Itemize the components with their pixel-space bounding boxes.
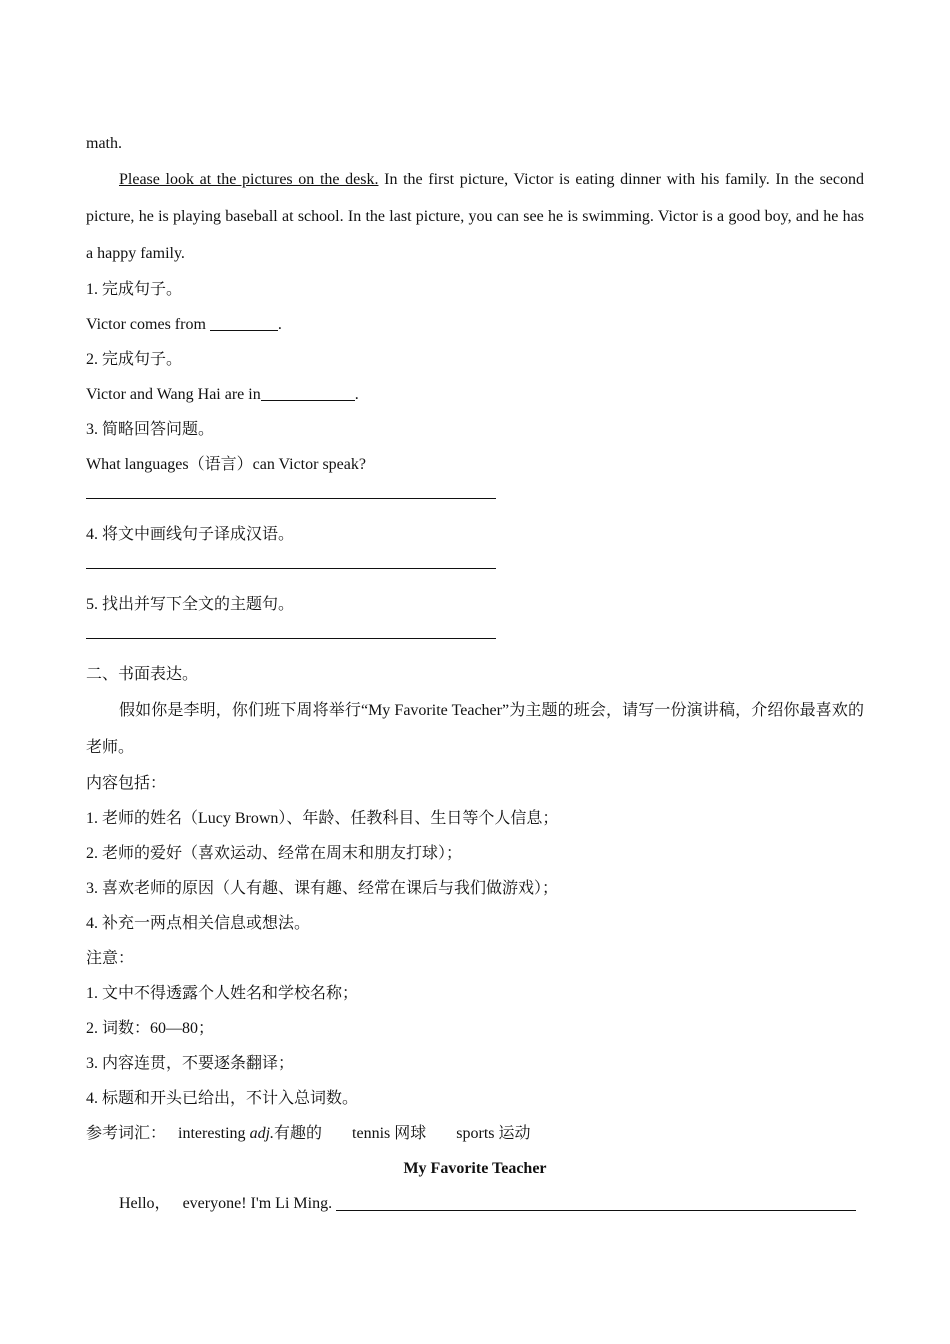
question-3-prompt: What languages（语言）can Victor speak? <box>86 456 366 473</box>
passage-paragraph <box>86 161 864 272</box>
content-item: 4. 补充一两点相关信息或想法。 <box>86 915 311 932</box>
vocab-line <box>86 1116 864 1151</box>
note-item: 2. 词数：60—80； <box>86 1020 215 1037</box>
passage-continuation: math. <box>86 135 122 152</box>
writing-intro: 假如你是李明，你们班下周将举行“My Favorite Teacher”为主题的班会，请写一份演讲稿，介绍你最喜欢的老师。 <box>86 702 864 756</box>
passage-rest: In the first picture, Victor is eating dinner with his family. In the second picture, he is playing baseball at school. In the last picture, you can see he is swimming. Victor is a good boy, and he has a happy family. <box>86 171 865 262</box>
essay-title: My Favorite Teacher <box>403 1160 547 1177</box>
question-1-label: 1. 完成句子。 <box>86 281 183 298</box>
notes-label: 注意： <box>86 950 135 967</box>
vocab-meaning: 运动 <box>498 1125 531 1142</box>
question-5-label: 5. 找出并写下全文的主题句。 <box>86 596 295 613</box>
essay-start: Hello， everyone! I'm Li Ming. <box>86 1186 864 1221</box>
document-page <box>86 126 864 1221</box>
answer-line-3[interactable] <box>86 482 864 517</box>
content-label: 内容包括： <box>86 775 167 792</box>
vocab-word: interesting <box>178 1125 250 1142</box>
content-item: 3. 喜欢老师的原因（人有趣、课有趣、经常在课后与我们做游戏）； <box>86 880 559 897</box>
underlined-sentence: Please look at the pictures on the desk. <box>119 171 379 188</box>
vocab-label: 参考词汇： <box>86 1125 167 1142</box>
content-item: 2. 老师的爱好（喜欢运动、经常在周末和朋友打球）； <box>86 845 463 862</box>
question-2-label: 2. 完成句子。 <box>86 351 183 368</box>
note-item: 3. 内容连贯，不要逐条翻译； <box>86 1055 295 1072</box>
content-item: 1. 老师的姓名（Lucy Brown）、年龄、任教科目、生日等个人信息； <box>86 810 559 827</box>
blank-1[interactable] <box>210 316 278 331</box>
question-2-prompt: Victor and Wang Hai are in . <box>86 386 359 403</box>
vocab-meaning: 网球 <box>394 1125 427 1142</box>
vocab-meaning: 有趣的 <box>274 1125 323 1142</box>
question-3-label: 3. 简略回答问题。 <box>86 421 215 438</box>
vocab-word: sports <box>456 1125 499 1142</box>
note-item: 1. 文中不得透露个人姓名和学校名称； <box>86 985 359 1002</box>
question-4-label: 4. 将文中画线句子译成汉语。 <box>86 526 295 543</box>
answer-line-5[interactable] <box>86 622 864 657</box>
question-1-prompt: Victor comes from . <box>86 316 282 333</box>
answer-line-4[interactable] <box>86 552 864 587</box>
blank-2[interactable] <box>261 386 355 401</box>
vocab-word: tennis <box>352 1125 395 1142</box>
writing-section-title: 二、书面表达。 <box>86 666 199 683</box>
note-item: 4. 标题和开头已给出，不计入总词数。 <box>86 1090 359 1107</box>
essay-answer-line[interactable] <box>336 1192 856 1211</box>
vocab-pos: adj. <box>249 1125 275 1142</box>
